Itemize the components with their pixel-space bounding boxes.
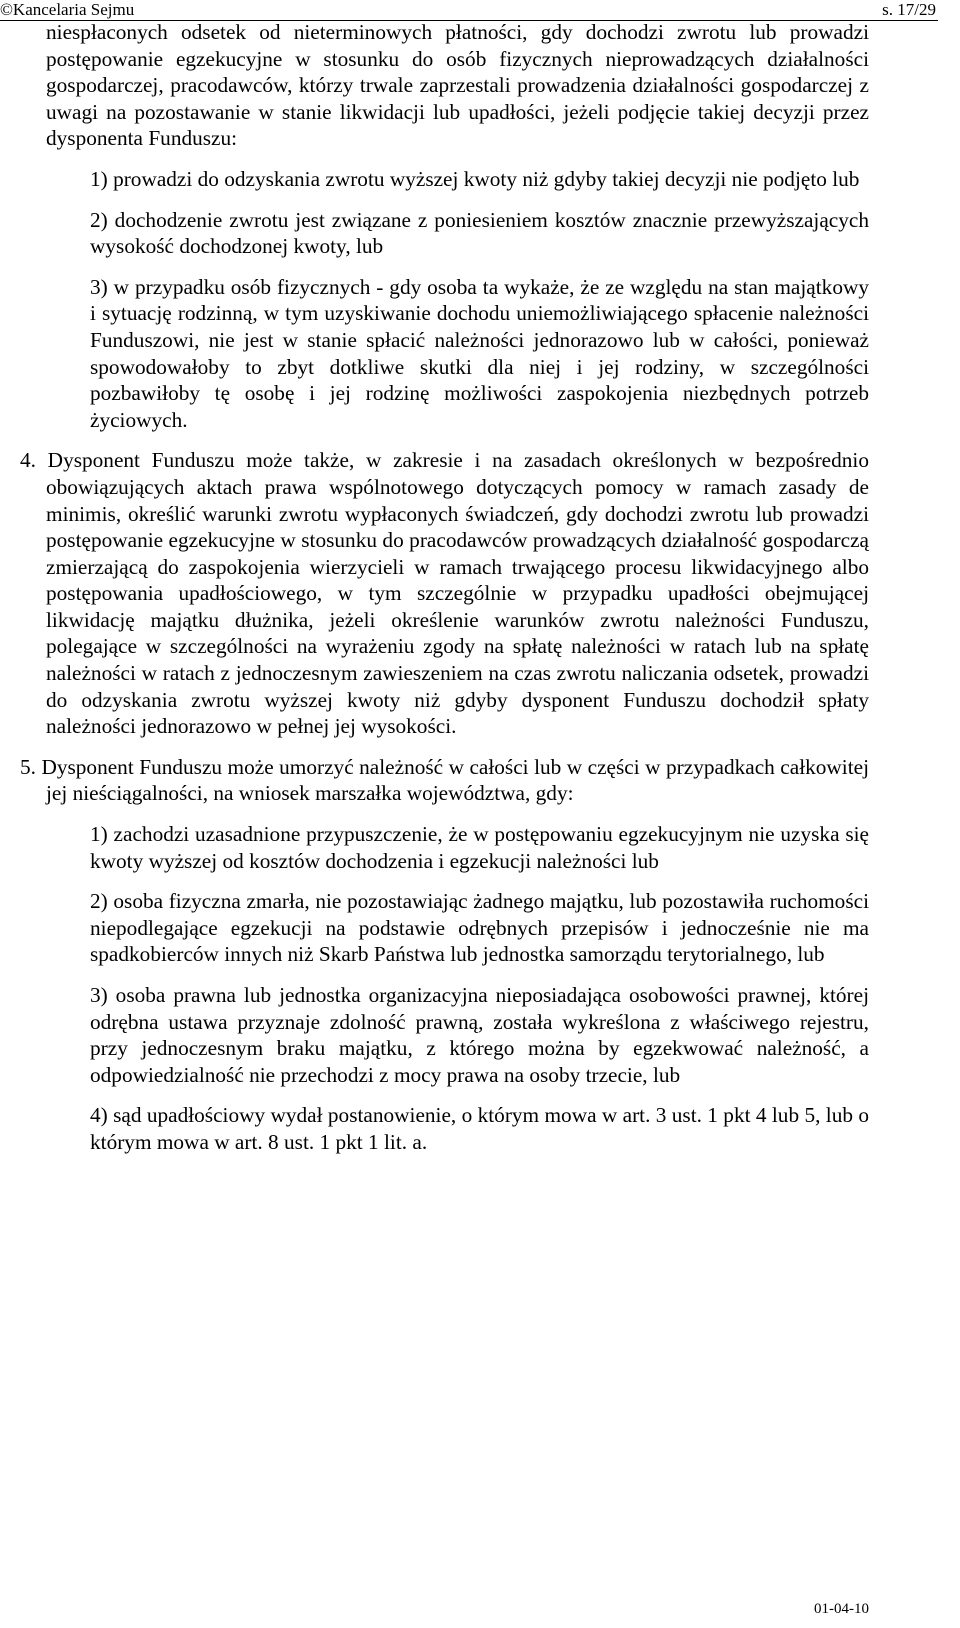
list-item: 3) w przypadku osób fizycznych - gdy osoba ta wykaże, że ze względu na stan majątkowy i sytuację rodzinną, w tym uzyskiwanie dochodu uniemożliwiającego spłacenie należności Funduszowi, nie jest w stanie spłacić należności jednorazowo lub w całości, ponieważ spowodowałoby to zbyt dotkliwe skutki dla niej i jej rodziny, w szczególności pozbawiłoby tę osobę i jej rodzinę możliwości zaspokojenia niezbędnych potrzeb życiowych. <box>90 274 869 432</box>
intro-paragraph: niespłaconych odsetek od nieterminowych płatności, gdy dochodzi zwrotu lub prowadzi postępowanie egzekucyjne w stosunku do osób fizycznych nieprowadzących działalności gospodarczej, pracodawców, którzy trwale zaprzestali prowadzenia działalności gospodarczej z uwagi na pozostawanie w stanie likwidacji lub upadłości, jeżeli podjęcie takiej decyzji przez dysponenta Funduszu: <box>46 20 869 151</box>
list-item: 1) zachodzi uzasadnione przypuszczenie, że w postępowaniu egzekucyjnym nie uzyska się kwoty wyższej od kosztów dochodzenia i egzekucji należności lub <box>90 822 869 873</box>
document-body <box>0 19 960 1156</box>
list-item: 2) dochodzenie zwrotu jest związane z poniesieniem kosztów znacznie przewyższających wysokość dochodzonej kwoty, lub <box>90 207 869 259</box>
page-number: s. 17/29 <box>882 0 936 19</box>
list-item: 1) prowadzi do odzyskania zwrotu wyższej kwoty niż gdyby takiej decyzji nie podjęto lub <box>90 166 860 191</box>
footer-date: 01-04-10 <box>814 1601 869 1617</box>
header-source: ©Kancelaria Sejmu <box>0 0 135 19</box>
list-item: 4) sąd upadłościowy wydał postanowienie, o którym mowa w art. 3 ust. 1 pkt 4 lub 5, lub o którym mowa w art. 8 ust. 1 pkt 1 lit. a. <box>90 1103 869 1154</box>
paragraph-5: 5. Dysponent Funduszu może umorzyć należność w całości lub w części w przypadkach całkowitej jej nieściągalności, na wniosek marszałka województwa, gdy: <box>20 754 869 806</box>
paragraph-4: 4. Dysponent Funduszu może także, w zakresie i na zasadach określonych w bezpośrednio obowiązujących aktach prawa wspólnotowego dotyczących pomocy w ramach zasady de minimis, określić warunki zwrotu wypłaconych świadczeń, gdy dochodzi zwrotu lub prowadzi postępowanie egzekucyjne w stosunku do pracodawców prowadzących działalność gospodarczą zmierzającą do zaspokojenia wierzycieli w ramach trwającego procesu likwidacyjnego albo postępowania upadłościowego, w tym szczególnie w przypadku upadłości obejmującej likwidację majątku dłużnika, jeżeli określenie warunków zwrotu należności Funduszu, polegające w szczególności na wyrażeniu zgody na spłatę należności w ratach lub na spłatę należności w ratach z jednoczesnym zawieszeniem na czas zwrotu naliczania odsetek, prowadzi do odzyskania zwrotu wyższej kwoty niż gdyby dysponent Funduszu dochodził spłaty należności jednorazowo w pełnej jej wysokości. <box>20 448 869 739</box>
list-item: 2) osoba fizyczna zmarła, nie pozostawiając żadnego majątku, lub pozostawiła ruchomości niepodlegające egzekucji na podstawie odrębnych przepisów i jednocześnie nie ma spadkobierców innych niż Skarb Państwa lub jednostka samorządu terytorialnego, lub <box>90 889 869 967</box>
list-item: 3) osoba prawna lub jednostka organizacyjna nieposiadająca osobowości prawnej, której odrębna ustawa przyznaje zdolność prawną, została wykreślona z właściwego rejestru, przy jednoczesnym braku majątku, z którego można by egzekwować należność, a odpowiedzialność nie przechodzi z mocy prawa na osoby trzecie, lub <box>90 983 869 1087</box>
